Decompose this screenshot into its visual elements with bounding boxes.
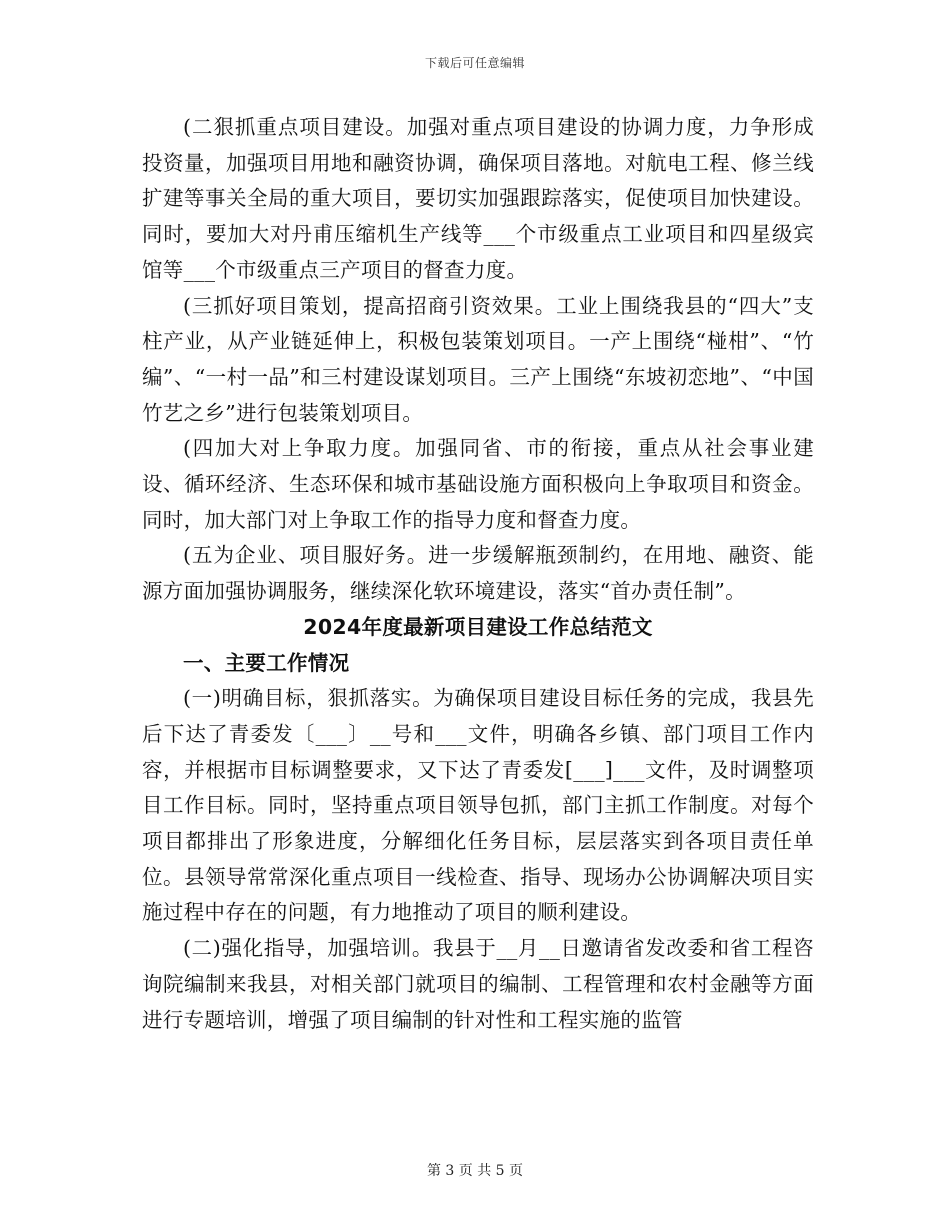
paragraph-2: (二狠抓重点项目建设。加强对重点项目建设的协调力度，力争形成投资量，加强项目用地和融资协调，确保项目落地。对航电工程、修兰线扩建等事关全局的重大项目，要切实加强跟踪落实，促使项目加快建设。同时，要加大对丹甫压缩机生产线等___个市级重点工业项目和四星级宾馆等___个市级重点三产项目的督查力度。 xyxy=(142,115,814,282)
paragraph-5: (五为企业、项目服好务。进一步缓解瓶颈制约，在用地、融资、能源方面加强协调服务，继续深化软环境建设，落实“首办责任制”。 xyxy=(142,543,814,604)
paragraph-4: (四加大对上争取力度。加强同省、市的衔接，重点从社会事业建设、循环经济、生态环保和城市基础设施方面积极向上争取项目和资金。同时，加大部门对上争取工作的指导力度和督查力度。 xyxy=(142,436,814,532)
header-note: 下载后可任意编辑 xyxy=(424,56,525,70)
section-heading: 一、主要工作情况 xyxy=(183,650,350,675)
subsection-paragraph-2: (二)强化指导，加强培训。我县于__月__日邀请省发改委和省工程咨询院编制来我县，对相关部门就项目的编制、工程管理和农村金融等方面进行专题培训，增强了项目编制的针对性和工程实施的监管 xyxy=(142,936,814,1032)
page-number: 第 3 页 共 5 页 xyxy=(426,1163,524,1179)
document-body xyxy=(142,110,814,1038)
paragraph-3: (三抓好项目策划，提高招商引资效果。工业上围绕我县的“四大”支柱产业，从产业链延伸上，积极包装策划项目。一产上围绕“椪柑”、“竹编”、“一村一品”和三村建设谋划项目。三产上围绕“东坡初恋地”、“中国竹艺之乡”进行包装策划项目。 xyxy=(142,293,814,425)
document-title: 2024年度最新项目建设工作总结范文 xyxy=(303,614,653,639)
subsection-paragraph-1: (一)明确目标，狠抓落实。为确保项目建设目标任务的完成，我县先后下达了青委发〔___〕__号和___文件，明确各乡镇、部门项目工作内容，并根据市目标调整要求，又下达了青委发[___]___文件，及时调整项目工作目标。同时，坚持重点项目领导包抓，部门主抓工作制度。对每个项目都排出了形象进度，分解细化任务目标，层层落实到各项目责任单位。县领导常常深化重点项目一线检查、指导、现场办公协调解决项目实施过程中存在的问题，有力地推动了项目的顺利建设。 xyxy=(142,686,814,925)
